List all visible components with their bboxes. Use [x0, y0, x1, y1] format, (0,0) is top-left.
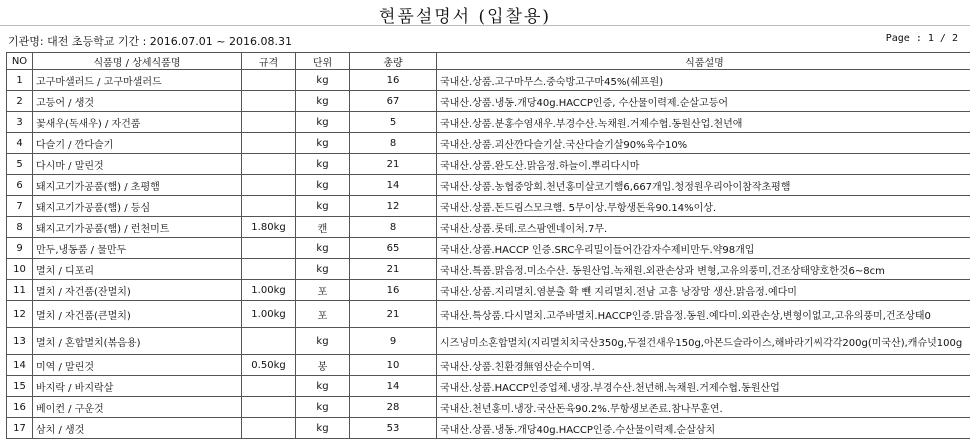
institution-period-label: 기관명: 대전 초등학교 기간 : 2016.07.01 ~ 2016.08.31 [8, 33, 292, 49]
cell-spec [242, 91, 296, 112]
cell-unit: kg [296, 133, 350, 154]
cell-no: 17 [7, 418, 33, 439]
header-spec: 규격 [242, 53, 296, 70]
cell-description: 국내산.천년홍미.냉장.국산돈육90.2%.무항생보존료.참나무훈연. [437, 397, 970, 418]
cell-no: 1 [7, 70, 33, 91]
cell-food-name: 고구마샐러드 / 고구마샐러드 [33, 70, 242, 91]
cell-total: 67 [350, 91, 437, 112]
table-row [7, 154, 970, 175]
cell-description: 국내산.상품.고구마무스.중숙방고구마45%(쉐프원) [437, 70, 970, 91]
table-row [7, 175, 970, 196]
cell-food-name: 멸치 / 디포리 [33, 259, 242, 280]
cell-description: 국내산.상품.냉동.개당40g.HACCP인증.수산물이력제.순살삼치 [437, 418, 970, 439]
cell-description: 국내산.특상품.다시멸치.고주바멸치.HACCP인증.맑음정.동원.예다미.외관손상,변형이없고,고유의풍미,건조상태0 [437, 301, 970, 328]
cell-unit: kg [296, 397, 350, 418]
table-row [7, 259, 970, 280]
cell-spec: 0.50kg [242, 355, 296, 376]
cell-no: 5 [7, 154, 33, 175]
cell-description: 국내산.상품.완도산.맑음정.하늘이.뿌리다시마 [437, 154, 970, 175]
cell-spec [242, 154, 296, 175]
table-row [7, 91, 970, 112]
cell-unit: kg [296, 259, 350, 280]
cell-spec [242, 328, 296, 355]
cell-no: 6 [7, 175, 33, 196]
table-row [7, 376, 970, 397]
cell-no: 7 [7, 196, 33, 217]
table-header-row [7, 53, 970, 70]
table-row [7, 238, 970, 259]
cell-total: 8 [350, 217, 437, 238]
cell-food-name: 돼지고기가공품(햄) / 등심 [33, 196, 242, 217]
cell-spec [242, 196, 296, 217]
table-row [7, 397, 970, 418]
cell-food-name: 만두,냉동품 / 물만두 [33, 238, 242, 259]
cell-total: 14 [350, 175, 437, 196]
header-no: NO [7, 53, 33, 70]
cell-total: 16 [350, 280, 437, 301]
cell-description: 국내산.상품.친환경無염산순수미역. [437, 355, 970, 376]
cell-description: 국내산.상품.지리멸치.염분출 확 뺀 지리멸치.전남 고흥 낭장망 생산.맑음정.예다미 [437, 280, 970, 301]
table-row [7, 133, 970, 154]
cell-total: 65 [350, 238, 437, 259]
header-total: 총량 [350, 53, 437, 70]
header-divider [0, 25, 970, 26]
cell-total: 12 [350, 196, 437, 217]
cell-total: 16 [350, 70, 437, 91]
cell-spec [242, 418, 296, 439]
cell-no: 9 [7, 238, 33, 259]
table-row [7, 301, 970, 328]
cell-food-name: 돼지고기가공품(햄) / 초평햄 [33, 175, 242, 196]
cell-food-name: 꽃새우(독새우) / 자건품 [33, 112, 242, 133]
cell-food-name: 바지락 / 바지락살 [33, 376, 242, 397]
cell-description: 국내산.특품.맑음정.미소수산. 동원산업.녹채원.외관손상과 변형,고유의풍미,건조상태양호한것6~8cm [437, 259, 970, 280]
cell-description: 국내산.상품.롯데.로스팜엔네이처.7무. [437, 217, 970, 238]
cell-spec [242, 238, 296, 259]
cell-spec: 1.00kg [242, 301, 296, 328]
cell-spec [242, 376, 296, 397]
cell-no: 16 [7, 397, 33, 418]
cell-unit: kg [296, 376, 350, 397]
cell-unit: 포 [296, 280, 350, 301]
cell-no: 8 [7, 217, 33, 238]
cell-total: 14 [350, 376, 437, 397]
cell-no: 3 [7, 112, 33, 133]
cell-food-name: 베이컨 / 구운것 [33, 397, 242, 418]
cell-unit: kg [296, 175, 350, 196]
cell-no: 14 [7, 355, 33, 376]
cell-unit: kg [296, 418, 350, 439]
cell-no: 13 [7, 328, 33, 355]
cell-unit: kg [296, 238, 350, 259]
cell-food-name: 멸치 / 자건품(잔멸치) [33, 280, 242, 301]
cell-description: 국내산.상품.농협중앙회.천년홍미살코기햄6,667개입.청정원우리아이참작초평햄 [437, 175, 970, 196]
cell-spec [242, 70, 296, 91]
cell-spec [242, 133, 296, 154]
table-row [7, 418, 970, 439]
cell-spec: 1.80kg [242, 217, 296, 238]
cell-no: 15 [7, 376, 33, 397]
cell-total: 21 [350, 154, 437, 175]
cell-unit: kg [296, 112, 350, 133]
table-row [7, 196, 970, 217]
header-description: 식품설명 [437, 53, 970, 70]
cell-description: 국내산.상품.괴산깐다슬기살.국산다슬기살90%육수10% [437, 133, 970, 154]
cell-food-name: 다슬기 / 깐다슬기 [33, 133, 242, 154]
cell-no: 12 [7, 301, 33, 328]
table-row [7, 328, 970, 355]
cell-total: 53 [350, 418, 437, 439]
page-indicator: Page : 1 / 2 [886, 33, 958, 44]
cell-unit: 포 [296, 301, 350, 328]
cell-description: 국내산.상품.돈드림스모크햄. 5무이상.무항생돈육90.14%이상. [437, 196, 970, 217]
cell-food-name: 멸치 / 혼합멸치(볶음용) [33, 328, 242, 355]
cell-food-name: 미역 / 말린것 [33, 355, 242, 376]
cell-unit: kg [296, 91, 350, 112]
table-row [7, 112, 970, 133]
cell-total: 28 [350, 397, 437, 418]
cell-no: 4 [7, 133, 33, 154]
cell-spec: 1.00kg [242, 280, 296, 301]
document-title: 현품설명서 (입찰용) [0, 2, 930, 27]
table-row [7, 70, 970, 91]
cell-food-name: 고등어 / 생것 [33, 91, 242, 112]
table-row [7, 217, 970, 238]
product-description-table [6, 52, 970, 439]
cell-food-name: 삼치 / 생것 [33, 418, 242, 439]
cell-total: 10 [350, 355, 437, 376]
cell-description: 시즈닝미소혼합멸치(지리멸치치국산350g,두절건새우150g,아몬드슬라이스,해바라기씨각각200g(미국산),캐슈넛100g [437, 328, 970, 355]
cell-spec [242, 397, 296, 418]
cell-food-name: 돼지고기가공품(햄) / 런천미트 [33, 217, 242, 238]
table-row [7, 355, 970, 376]
header-food-name: 식품명 / 상세식품명 [33, 53, 242, 70]
header-unit: 단위 [296, 53, 350, 70]
cell-total: 5 [350, 112, 437, 133]
table-row [7, 280, 970, 301]
cell-no: 11 [7, 280, 33, 301]
cell-spec [242, 112, 296, 133]
cell-unit: kg [296, 328, 350, 355]
cell-unit: kg [296, 196, 350, 217]
cell-food-name: 멸치 / 자건품(큰멸치) [33, 301, 242, 328]
cell-total: 21 [350, 259, 437, 280]
cell-description: 국내산.상품.분홍수염새우.부경수산.녹채원.거제수협.동원산업.천년애 [437, 112, 970, 133]
cell-description: 국내산.상품.냉동.개당40g.HACCP인증, 수산물이력제.순살고등어 [437, 91, 970, 112]
cell-food-name: 다시마 / 말린것 [33, 154, 242, 175]
info-row [0, 33, 970, 49]
cell-unit: kg [296, 154, 350, 175]
cell-total: 9 [350, 328, 437, 355]
cell-unit: 봉 [296, 355, 350, 376]
cell-unit: 캔 [296, 217, 350, 238]
cell-total: 21 [350, 301, 437, 328]
cell-spec [242, 259, 296, 280]
cell-description: 국내산.상품.HACCP 인증.SRC우리밀이들어간감자수제비만두.약98개입 [437, 238, 970, 259]
cell-description: 국내산.상품.HACCP인증업체.냉장.부경수산.천년해.녹채원.거제수협.동원산업 [437, 376, 970, 397]
cell-spec [242, 175, 296, 196]
cell-no: 2 [7, 91, 33, 112]
cell-unit: kg [296, 70, 350, 91]
cell-total: 8 [350, 133, 437, 154]
cell-no: 10 [7, 259, 33, 280]
